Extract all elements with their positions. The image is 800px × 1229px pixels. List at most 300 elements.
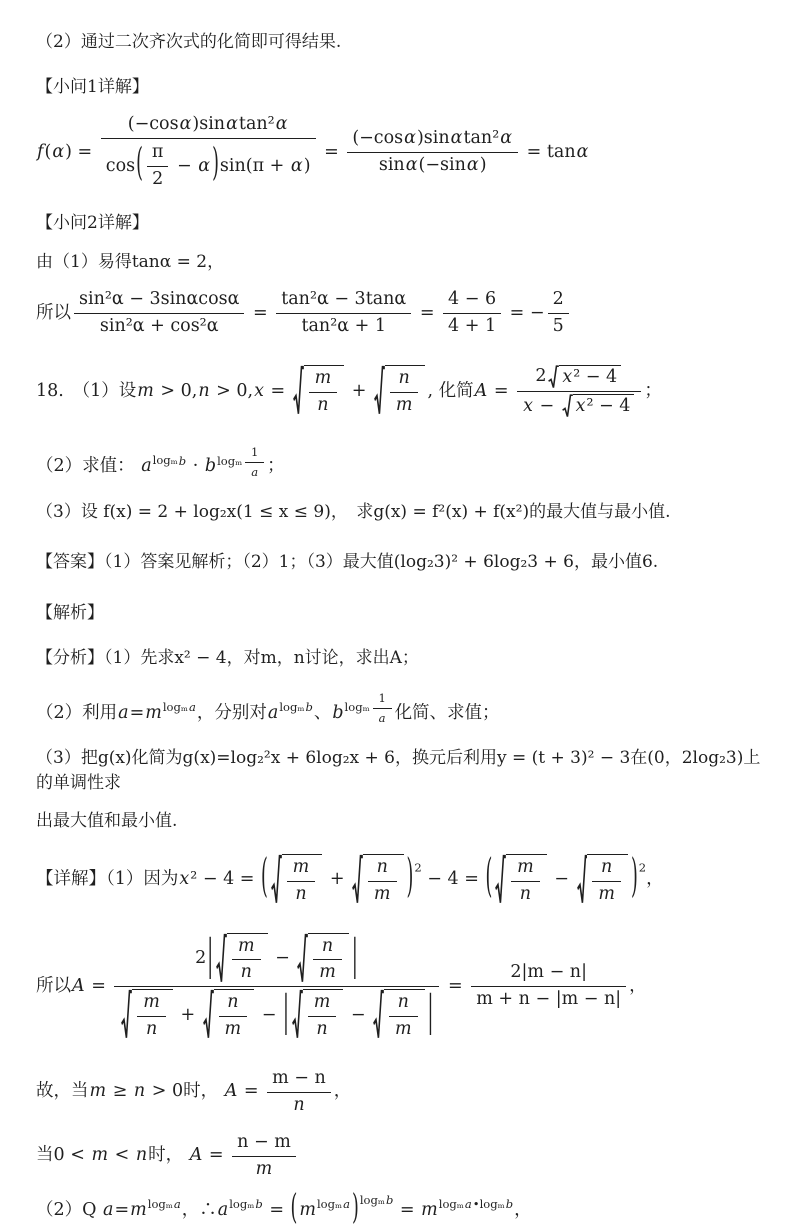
radicand [559, 365, 621, 389]
math-variable: b [332, 702, 344, 723]
big-delimiter: | [351, 932, 358, 981]
math-variable: α [500, 128, 513, 149]
radical-icon [495, 854, 506, 906]
math-variable: b [385, 1192, 394, 1207]
math-variable: m [89, 1081, 107, 1102]
math-row [535, 366, 623, 386]
fraction-denominator [137, 1017, 166, 1041]
math-text: ² − 4 [586, 396, 631, 417]
math-variable: a [378, 710, 386, 725]
math-row [522, 396, 636, 416]
math-text: π [151, 142, 164, 163]
math-variable: n [145, 1019, 158, 1040]
math-variable: x [575, 396, 586, 417]
square-root [495, 854, 546, 906]
fraction-denominator [548, 314, 569, 338]
math-text: 18. （1）设 [36, 380, 137, 401]
math-text: 2 [152, 169, 164, 190]
fraction-numerator [347, 127, 518, 153]
radical-icon [562, 394, 573, 418]
square-root [292, 989, 343, 1041]
math-variable: b [505, 1196, 514, 1211]
fraction-denominator [114, 987, 439, 1041]
line-tan-value: 由（1）易得tanα = 2， [36, 251, 225, 272]
math-text: logₘ [162, 699, 188, 714]
math-text: tan²α + 1 [301, 316, 386, 337]
fraction-numerator [308, 991, 337, 1017]
math-text: （2）利用 [36, 702, 118, 723]
math-text: ² − 4 = [190, 869, 260, 890]
math-text: 所以 [36, 975, 71, 996]
fraction [287, 856, 316, 906]
math-text: + [174, 1004, 201, 1025]
superscript [360, 1193, 395, 1207]
math-row [153, 454, 188, 468]
big-delimiter: ( [261, 851, 268, 904]
math-text: > 0, [210, 380, 254, 401]
fraction-denominator [232, 960, 261, 984]
heading-jiexi: 【解析】 [36, 603, 104, 624]
math-variable: m [421, 1199, 438, 1220]
fraction [548, 288, 569, 338]
fraction-numerator [232, 1131, 296, 1157]
fraction-numerator [548, 288, 569, 314]
math-text: logₘ [147, 1196, 173, 1211]
math-variable: α [466, 155, 479, 176]
big-delimiter: ) [406, 851, 414, 904]
fraction-numerator [287, 856, 316, 882]
fraction [443, 288, 501, 338]
math-text: = − [504, 302, 545, 323]
fraction [517, 364, 641, 418]
math-text: logₘ [316, 1196, 343, 1211]
fraction-denominator [147, 167, 169, 191]
math-variable: m [314, 368, 332, 389]
math-row [148, 1197, 182, 1211]
math-text: (−sin [418, 155, 466, 176]
math-variable: b [204, 456, 217, 477]
radicand [385, 365, 426, 417]
square-root [373, 989, 424, 1041]
math-text: + [324, 869, 351, 890]
detail-A-fraction [36, 932, 772, 1042]
fraction-numerator [114, 932, 439, 988]
fraction [101, 113, 316, 191]
fraction [232, 1131, 296, 1181]
answer-line: 【答案】（1）答案见解析；（2）1；（3）最大值(log₂3)² + 6log₂3 + 6，最小值6. [36, 552, 659, 573]
math-variable: m [238, 935, 255, 956]
math-text: = [442, 975, 469, 996]
math-text: 2|m − n| [510, 962, 587, 983]
math-variable: α [405, 155, 418, 176]
radicand [303, 989, 344, 1041]
math-variable: a [251, 464, 259, 479]
math-text: 2 [552, 289, 564, 310]
math-text: + [346, 380, 373, 401]
fraction-denominator [245, 463, 264, 479]
math-variable: m [299, 1199, 316, 1220]
math-text: 2 [638, 860, 647, 875]
radicand [304, 365, 345, 417]
math-variable: m [319, 962, 336, 983]
math-text: logₘ [229, 1196, 255, 1211]
fraction-denominator [287, 882, 316, 906]
math-variable: a [267, 702, 279, 723]
fraction [137, 991, 166, 1041]
math-row [279, 700, 314, 714]
math-text: < [109, 1145, 135, 1166]
big-delimiter: ) [630, 851, 638, 904]
math-variable: m [395, 395, 413, 416]
big-delimiter: ( [290, 1188, 298, 1229]
math-variable: α [404, 128, 416, 149]
fraction-numerator [101, 113, 316, 139]
fraction [390, 367, 419, 417]
math-text: ， [629, 975, 647, 996]
math-row [36, 851, 664, 904]
math-text: = [129, 702, 145, 723]
math-row [36, 289, 572, 337]
math-text: 5 [552, 316, 564, 337]
fraction-numerator [137, 991, 166, 1017]
square-root [293, 365, 344, 417]
math-variable: n [295, 883, 307, 904]
superscript [317, 1197, 351, 1211]
math-text: tan²α − 3tanα [281, 289, 407, 310]
math-text: ) [479, 155, 487, 176]
radical-icon [203, 989, 214, 1041]
math-row [439, 1197, 514, 1211]
fraction-denominator [511, 882, 540, 906]
math-text: 当0 < [36, 1145, 91, 1166]
math-text: ≥ [107, 1081, 133, 1102]
math-text: ) [303, 155, 311, 176]
fraction-denominator [389, 1017, 418, 1041]
math-variable: α [179, 114, 192, 135]
math-text: 故，当 [36, 1081, 89, 1102]
math-text: − [345, 1004, 372, 1025]
math-variable: b [178, 453, 187, 468]
radical-icon [548, 365, 559, 389]
fraction-numerator [313, 935, 342, 961]
math-text: m + n − |m − n| [476, 989, 622, 1010]
math-row [36, 1131, 299, 1179]
superscript [153, 454, 188, 468]
radicand [282, 854, 323, 906]
math-variable: m [224, 1019, 242, 1040]
radical-icon [216, 933, 227, 985]
radicand [308, 933, 349, 985]
math-variable: m [598, 883, 615, 904]
math-text: = [85, 975, 112, 996]
math-row [163, 700, 197, 714]
math-row [195, 932, 359, 983]
math-text: − [548, 869, 575, 890]
square-root [577, 854, 628, 906]
fraction-denominator [592, 882, 621, 906]
math-text: logₘ [152, 453, 178, 468]
big-delimiter: ( [485, 851, 493, 904]
radicand [506, 854, 547, 906]
math-text: n − m [237, 1131, 291, 1152]
math-variable: m [143, 992, 160, 1013]
math-text: · [187, 456, 204, 477]
big-delimiter: | [282, 989, 289, 1038]
math-text: = [264, 380, 291, 401]
fraction-numerator [276, 288, 411, 314]
math-variable: α [226, 114, 238, 135]
superscript [217, 445, 267, 479]
fraction-numerator [267, 1067, 331, 1093]
math-text: •logₘ [472, 1196, 505, 1211]
fraction [368, 856, 397, 906]
detail-part2-logs [36, 1188, 772, 1229]
math-text: （2）求值： [36, 456, 141, 477]
superscript [148, 1197, 182, 1211]
math-text: sin [378, 155, 405, 176]
square-root [297, 933, 348, 985]
fraction-denominator [101, 139, 316, 191]
fraction-numerator [389, 991, 418, 1017]
problem-18-part3: （3）设 f(x) = 2 + log₂x(1 ≤ x ≤ 9)， 求g(x) = f²(x) + f(x²)的最大值与最小值. [36, 501, 671, 522]
math-row [36, 1068, 352, 1115]
fraction-denominator [347, 153, 518, 177]
math-variable: n [397, 992, 409, 1013]
math-text: − 4 = [421, 869, 485, 890]
fraction-denominator [232, 1157, 296, 1181]
math-text: ² − 4 [573, 367, 618, 388]
math-text: 2 [195, 947, 207, 968]
fraction-numerator [443, 288, 501, 314]
fraction-denominator [309, 393, 338, 417]
math-variable: m [373, 883, 391, 904]
math-variable: α [52, 141, 65, 162]
fraction-denominator [368, 882, 397, 906]
math-row [317, 1197, 351, 1211]
formula-sin-tan-fraction [36, 288, 772, 338]
math-text: sin(π + [219, 155, 290, 176]
heading-subq1: 【小问1详解】 [36, 76, 149, 97]
math-variable: a [103, 1199, 114, 1220]
math-text: ，分别对 [196, 702, 267, 723]
math-text: tan² [463, 128, 500, 149]
math-variable: n [519, 883, 532, 904]
math-text: sin²α − 3sinαcosα [79, 289, 240, 310]
square-root [121, 989, 172, 1041]
fraction-numerator [368, 856, 397, 882]
superscript [344, 691, 395, 725]
math-variable: n [135, 1145, 148, 1166]
math-variable: m [292, 856, 310, 877]
math-variable: a [141, 456, 152, 477]
math-text: ，∴ [181, 1199, 217, 1220]
math-text: > 0, [154, 380, 198, 401]
math-text: （2）Q [36, 1199, 103, 1220]
fraction-numerator [471, 961, 626, 987]
fraction [74, 288, 244, 338]
math-text: = [247, 302, 274, 323]
math-text: = tan [521, 141, 576, 162]
math-variable: n [316, 1019, 328, 1040]
radicand [363, 854, 404, 906]
fraction [373, 690, 392, 725]
math-variable: A [474, 380, 488, 401]
fraction [347, 127, 518, 177]
fraction-denominator [390, 393, 419, 417]
math-text: 1 [250, 445, 259, 460]
fraction-numerator [232, 935, 261, 961]
math-text: 2 [535, 366, 547, 387]
math-text: 4 − 6 [448, 289, 497, 310]
math-text: ， [333, 1081, 352, 1102]
superscript [439, 1197, 514, 1211]
superscript [414, 861, 421, 875]
square-root [352, 854, 403, 906]
radical-icon [373, 989, 384, 1041]
fraction [471, 961, 626, 1011]
radicand [227, 933, 268, 985]
math-variable: n [227, 992, 239, 1013]
fraction [313, 935, 342, 985]
math-text: = [414, 302, 441, 323]
radicand [573, 394, 635, 418]
math-text: ； [267, 456, 285, 477]
fraction-numerator [74, 288, 244, 314]
math-text: 、 [313, 702, 332, 723]
fraction-numerator [592, 856, 621, 882]
math-text: ； [644, 380, 662, 401]
fraction-numerator [390, 367, 419, 393]
math-variable: n [293, 1094, 305, 1115]
radical-icon [352, 854, 363, 906]
fraction-numerator [511, 856, 540, 882]
fraction-numerator [219, 991, 248, 1017]
math-text: = [263, 1199, 290, 1220]
math-variable: n [317, 395, 329, 416]
math-variable: α [450, 128, 463, 149]
fraction [308, 991, 337, 1041]
fraction [511, 856, 540, 906]
fraction-numerator [309, 367, 338, 393]
math-variable: α [576, 141, 589, 162]
math-row [344, 691, 395, 725]
fraction [245, 444, 264, 479]
fraction-denominator [313, 960, 342, 984]
math-row [36, 445, 285, 479]
math-text: − [533, 395, 560, 416]
math-text: ( [44, 141, 52, 162]
math-row [379, 155, 487, 175]
math-text: − [269, 947, 296, 968]
math-row [561, 367, 617, 389]
fraction-numerator [147, 141, 169, 167]
note-part2: （2）通过二次齐次式的化简即可得结果. [36, 32, 342, 52]
radicand [587, 854, 628, 906]
math-row [352, 128, 513, 148]
fraction-numerator [245, 444, 264, 462]
math-variable: b [305, 699, 313, 714]
math-variable: a [118, 702, 129, 723]
radical-icon [271, 854, 282, 906]
fraction-numerator [373, 690, 392, 708]
fraction-denominator [471, 987, 626, 1011]
math-variable: a [217, 1199, 229, 1220]
math-text: , 化简 [427, 380, 474, 401]
math-text: logₘ [359, 1192, 385, 1207]
fraction [147, 141, 169, 191]
math-variable: a [173, 1196, 181, 1211]
math-text: tan² [238, 114, 275, 135]
math-row [575, 396, 631, 418]
math-text: 化简、求值； [394, 702, 500, 723]
math-variable: m [313, 992, 331, 1013]
math-text: logₘ [279, 699, 305, 714]
analysis-part3-tail: 出最大值和最小值. [36, 811, 178, 832]
math-variable: a [464, 1196, 472, 1211]
math-variable: n [321, 935, 334, 956]
case-m-ge-n [36, 1067, 772, 1117]
analysis-part3: （3）把g(x)化简为g(x)=log₂²x + 6log₂x + 6，换元后利用y = (t + 3)² − 3在(0，2log₂3)上的单调性求 [36, 747, 761, 793]
math-row [36, 1188, 532, 1229]
math-variable: α [198, 155, 211, 176]
math-text: logₘ [438, 1196, 464, 1211]
radicand [214, 989, 255, 1041]
square-root [548, 365, 621, 389]
math-row [229, 1197, 264, 1211]
analysis-part1: 【分析】（1）先求x² − 4，对m，n讨论，求出A； [36, 647, 419, 668]
math-variable: b [255, 1196, 263, 1211]
fraction-denominator [74, 314, 244, 338]
fraction [389, 991, 418, 1041]
math-row [360, 1193, 395, 1207]
math-text: = [203, 1145, 230, 1166]
heading-subq2: 【小问2详解】 [36, 212, 149, 233]
big-delimiter: | [207, 932, 214, 981]
big-delimiter: ( [136, 142, 143, 187]
square-root [562, 394, 635, 418]
math-variable: m [130, 1199, 147, 1220]
math-text: = [488, 380, 515, 401]
math-text: 所以 [36, 302, 71, 323]
math-variable: x [254, 380, 264, 401]
math-variable: a [188, 699, 196, 714]
fraction-denominator [443, 314, 501, 338]
fraction-numerator [517, 364, 641, 392]
math-text: logₘ [344, 699, 370, 714]
radical-icon [292, 989, 303, 1041]
math-text: 【详解】（1）因为 [36, 869, 179, 890]
math-text: ) = [65, 141, 98, 162]
math-text: = [394, 1199, 421, 1220]
math-text: )sin [192, 114, 226, 135]
radicand [384, 989, 425, 1041]
math-text: sin²α + cos²α [99, 316, 219, 337]
math-row [105, 142, 311, 190]
big-delimiter: ) [212, 142, 219, 187]
math-row [36, 691, 500, 725]
fraction [276, 288, 411, 338]
superscript [229, 1197, 264, 1211]
math-text: − [256, 1004, 282, 1025]
formula-f-alpha [36, 113, 772, 191]
math-variable: a [343, 1196, 350, 1211]
fraction [219, 991, 248, 1041]
math-text: = [318, 141, 345, 162]
square-root [271, 854, 322, 906]
radical-icon [293, 365, 304, 417]
detail-x2-minus-4 [36, 851, 772, 906]
big-delimiter: ) [352, 1188, 359, 1229]
